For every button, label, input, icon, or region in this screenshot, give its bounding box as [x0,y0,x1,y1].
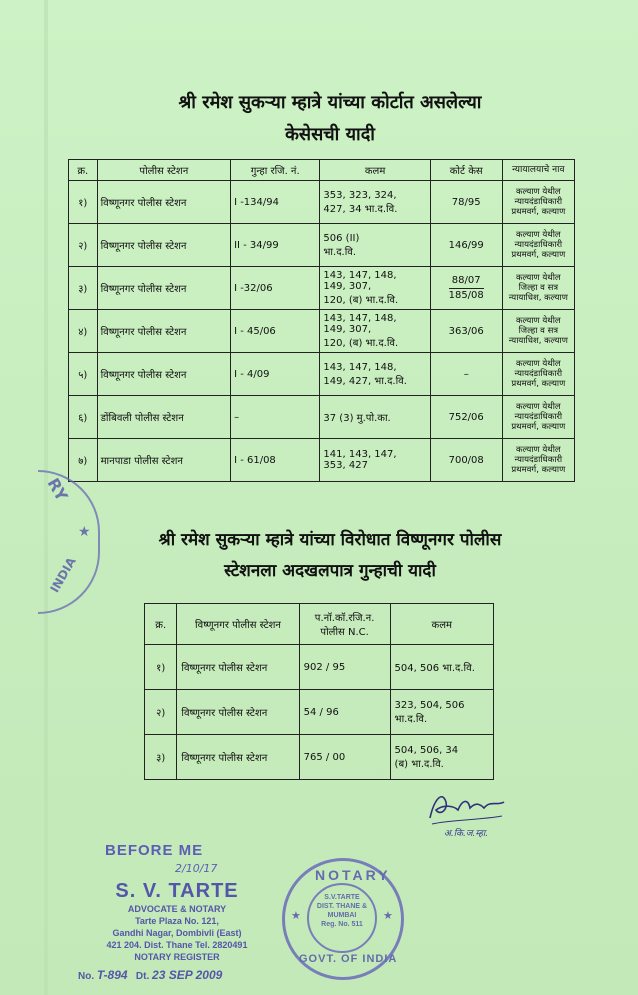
cell-sr: ३) [69,267,98,310]
cell-court-case: 363/06 [430,310,502,353]
left-stamp-top-text: RY [43,474,72,505]
seal-inner-text: S.V.TARTE DIST. THANE & MUMBAI Reg. No. 511 [316,894,368,928]
cell-crime-reg: II - 34/99 [231,224,320,267]
cell-crime-reg: I -32/06 [231,267,320,310]
cell-police-station: डोंबिवली पोलीस स्टेशन [97,396,230,439]
cell-court-name: कल्याण येथील न्यायदंडाधिकारी प्रथमवर्ग, कल्याण [502,439,574,482]
cell-sr: २) [69,224,98,267]
cell-sr: ५) [69,353,98,396]
nc-cell-sr: ३) [145,735,177,780]
star-icon: ★ [383,910,393,922]
table-row [145,735,494,780]
cell-crime-reg: I -134/94 [231,181,320,224]
notary-seal [282,858,404,980]
cell-sections: 143, 147, 148, 149, 427, भा.द.वि. [320,353,430,396]
nc-header-sections: कलम [390,604,493,645]
cases-title-line2: केसेसची यादी [285,124,375,145]
court-case-number: 88/07 [449,274,484,289]
nc-header-sr: क्र. [145,604,177,645]
reg-date: 23 SEP 2009 [152,968,223,982]
table-row [69,267,575,310]
table-row [69,181,575,224]
star-icon: ★ [291,910,301,922]
seal-bottom-text: GOVT. OF INDIA [299,953,398,965]
cell-sr: ४) [69,310,98,353]
notary-title: ADVOCATE & NOTARY [127,904,227,914]
signature [420,780,510,830]
cell-sr: १) [69,181,98,224]
nc-cell-sections: 504, 506, 34 (ब) भा.द.वि. [390,735,493,780]
cell-crime-reg: I - 4/09 [231,353,320,396]
nc-cell-nc-no: 902 / 95 [299,645,390,690]
cell-court-case: 146/99 [430,224,502,267]
nc-cell-nc-no: 765 / 00 [299,735,390,780]
table-row [69,439,575,482]
nc-cell-sections: 323, 504, 506 भा.द.वि. [390,690,493,735]
star-icon: ★ [78,524,91,540]
notary-register-entry [78,968,222,982]
table-row [69,396,575,439]
nc-header-police-station: विष्णूनगर पोलीस स्टेशन [177,604,299,645]
header-police-station: पोलीस स्टेशन [97,160,230,181]
nc-cell-sr: २) [145,690,177,735]
table-row [69,224,575,267]
cell-court-name: कल्याण येथील न्यायदंडाधिकारी प्रथमवर्ग, कल्याण [502,181,574,224]
cell-sections: 353, 323, 324, 427, 34 भा.द.वि. [320,181,430,224]
nc-cell-nc-no: 54 / 96 [299,690,390,735]
header-sr: क्र. [69,160,98,181]
cell-sr: ६) [69,396,98,439]
cell-court-name: कल्याण येथील न्यायदंडाधिकारी प्रथमवर्ग, कल्याण [502,396,574,439]
cell-sections: 141, 143, 147, 353, 427 [320,439,430,482]
cell-court-case: – [430,353,502,396]
cell-sections: 506 (II) भा.द.वि. [320,224,430,267]
cell-crime-reg: – [231,396,320,439]
nc-cell-police-station: विष्णूनगर पोलीस स्टेशन [177,690,299,735]
cell-court-case: 78/95 [430,181,502,224]
nc-cell-sr: १) [145,645,177,690]
cell-sections: 143, 147, 148, 149, 307, 120, (ब) भा.द.वि. [320,267,430,310]
cell-court-name: कल्याण येथील जिल्हा व सत्र न्यायाधिश, कल्याण [502,310,574,353]
signature-note: अ.कि.ज.म्हा. [444,829,489,839]
court-case-number-second: 185/08 [448,289,484,301]
date-prefix: Dt. [135,971,150,982]
nc-cell-police-station: विष्णूनगर पोलीस स्टेशन [177,735,299,780]
cell-crime-reg: I - 61/08 [231,439,320,482]
table-row [145,645,494,690]
notary-name: S. V. TARTE [115,880,239,902]
cell-crime-reg: I - 45/06 [231,310,320,353]
notary-address-1: Tarte Plaza No. 121, [135,916,219,926]
cell-court-case: 752/06 [430,396,502,439]
table-header-row [69,160,575,181]
table-row [145,690,494,735]
cell-court-case [430,267,502,310]
header-sections: कलम [320,160,430,181]
header-court-case: कोर्ट केस [430,160,502,181]
cell-police-station: विष्णूनगर पोलीस स्टेशन [97,267,230,310]
cell-court-name: कल्याण येथील जिल्हा व सत्र न्यायाधिश, कल्याण [502,267,574,310]
nc-cell-sections: 504, 506 भा.द.वि. [390,645,493,690]
cell-police-station: विष्णूनगर पोलीस स्टेशन [97,353,230,396]
court-cases-table [68,159,575,482]
left-stamp-bottom-text: INDIA [47,554,79,596]
seal-top-text: NOTARY [315,867,391,883]
nc-title-line1: श्री रमेश सुकऱ्या म्हात्रे यांच्या विरोधात विष्णूनगर पोलीस [158,530,502,550]
header-crime-reg: गुन्हा रजि. नं. [231,160,320,181]
reg-number: T-894 [96,968,128,982]
notary-address-stamp [62,878,292,963]
notary-address-3: 421 204. Dist. Thane Tel. 2820491 [106,940,248,950]
before-me-stamp: BEFORE ME [105,842,204,859]
cell-court-name: कल्याण येथील न्यायदंडाधिकारी प्रथमवर्ग, कल्याण [502,224,574,267]
cell-sr: ७) [69,439,98,482]
table-row [69,353,575,396]
nc-title-line2: स्टेशनला अदखलपात्र गुन्हाची यादी [224,561,436,581]
cell-police-station: विष्णूनगर पोलीस स्टेशन [97,224,230,267]
notary-address-2: Gandhi Nagar, Dombivli (East) [112,928,242,938]
header-court-name: न्यायालयाचे नाव [502,160,574,181]
cell-court-name: कल्याण येथील न्यायदंडाधिकारी प्रथमवर्ग, कल्याण [502,353,574,396]
court-case-split [449,274,484,303]
cell-police-station: विष्णूनगर पोलीस स्टेशन [97,310,230,353]
cases-title-line1: श्री रमेश सुकऱ्या म्हात्रे यांच्या कोर्टात असलेल्या [178,92,482,113]
notary-initials: 2/10/17 [175,862,218,875]
cell-police-station: मानपाडा पोलीस स्टेशन [97,439,230,482]
nc-cell-police-station: विष्णूनगर पोलीस स्टेशन [177,645,299,690]
cell-sections: 143, 147, 148, 149, 307, 120, (ब) भा.द.वि. [320,310,430,353]
left-notary-stamp [38,470,100,614]
cell-court-case: 700/08 [430,439,502,482]
nc-header-nc-no: प.नॉ.कॉ.रजि.न. पोलीस N.C. [299,604,390,645]
cell-police-station: विष्णूनगर पोलीस स्टेशन [97,181,230,224]
reg-prefix: No. [78,971,95,982]
table-header-row [145,604,494,645]
nc-complaints-table [144,603,494,780]
notary-register-label: NOTARY REGISTER [134,952,220,962]
cell-sections: 37 (3) मु.पो.का. [320,396,430,439]
table-row [69,310,575,353]
